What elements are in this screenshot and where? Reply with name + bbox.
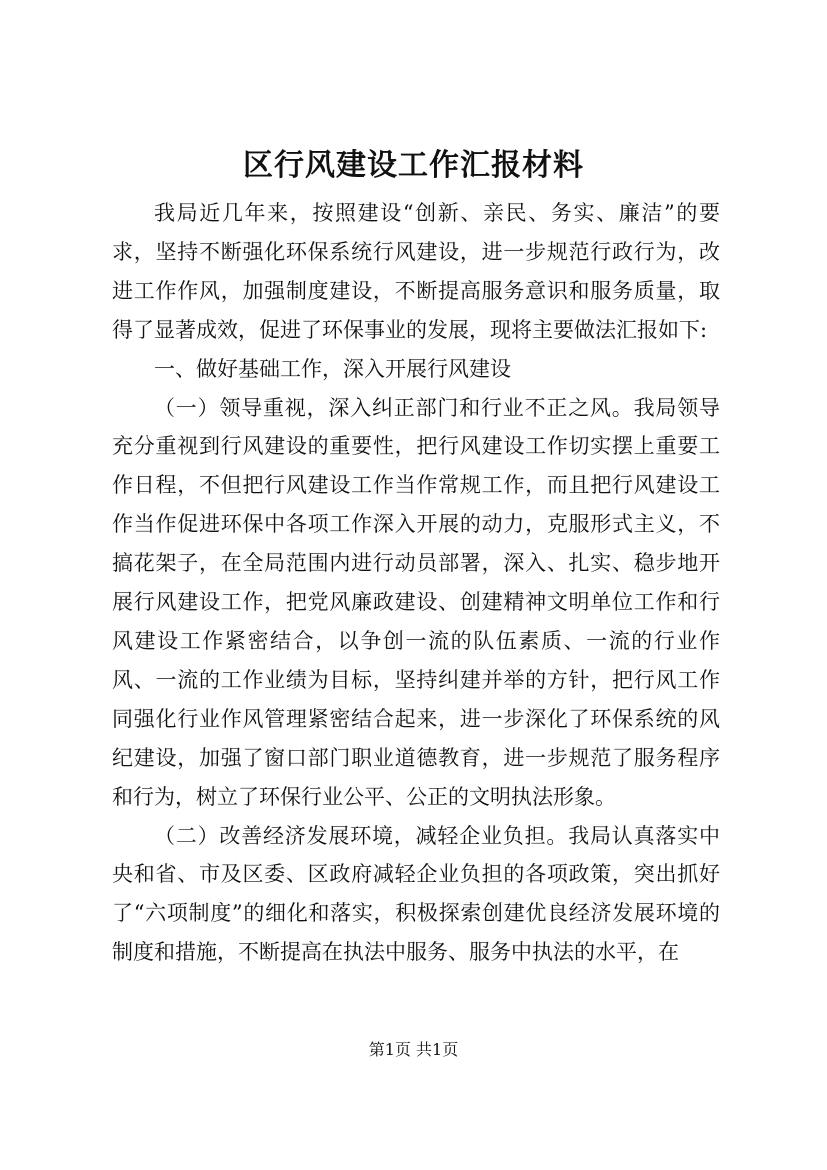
paragraph-intro: 我局近几年来，按照建设“创新、亲民、务实、廉洁”的要求，坚持不断强化环保系统行风建设，进一步规范行政行为，改进工作作风，加强制度建设，不断提高服务意识和服务质量，取得了显著成效，促进了环保事业的发展，现将主要做法汇报如下:: [112, 201, 720, 342]
section-heading-1: 一、做好基础工作，深入开展行风建设: [154, 356, 511, 381]
page-number-footer: 第1页 共1页: [368, 1040, 459, 1059]
document-body: [112, 194, 720, 972]
paragraph-economic-environment: （二）改善经济发展环境，减轻企业负担。我局认真落实中央和省、市及区委、区政府减轻企业负担的各项政策，突出抓好了“六项制度”的细化和落实，积极探索创建优良经济发展环境的制度和措施，不断提高在执法中服务、服务中执法的水平，在: [112, 823, 720, 965]
paragraph-leadership: （一）领导重视，深入纠正部门和行业不正之风。我局领导充分重视到行风建设的重要性，把行风建设工作切实摆上重要工作日程，不但把行风建设工作当作常规工作，而且把行风建设工作当作促进环保中各项工作深入开展的动力，克服形式主义，不搞花架子，在全局范围内进行动员部署，深入、扎实、稳步地开展行风建设工作，把党风廉政建设、创建精神文明单位工作和行风建设工作紧密结合，以争创一流的队伍素质、一流的行业作风、一流的工作业绩为目标，坚持纠建并举的方针，把行风工作同强化行业作风管理紧密结合起来，进一步深化了环保系统的风纪建设，加强了窗口部门职业道德教育，进一步规范了服务程序和行为，树立了环保行业公平、公正的文明执法形象。: [112, 395, 720, 809]
document-title: 区行风建设工作汇报材料: [243, 148, 584, 183]
